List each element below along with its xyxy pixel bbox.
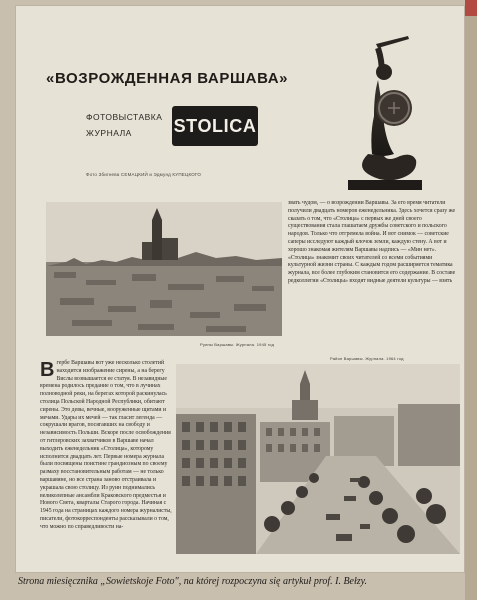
- page-edge: [465, 0, 477, 600]
- page-footer-caption: Strona miesięcznika „Sowietskoje Foto", na której rozpoczyna się artykuł prof. I. Bełzy.: [18, 576, 368, 587]
- article-title: «ВОЗРОЖДЕННАЯ ВАРШАВА»: [46, 70, 289, 87]
- stolica-logo: STOLICA: [172, 106, 258, 146]
- bookmark-tab: [465, 0, 477, 16]
- mermaid-statue-photo: [338, 34, 432, 190]
- city-photo: [176, 364, 460, 554]
- subtitle-line-1: ФОТОВЫСТАВКА: [86, 112, 163, 122]
- left-column-text: [40, 360, 172, 532]
- ruins-caption: Руины Варшавы. Журнала. 1945 год: [200, 342, 275, 347]
- drop-cap: В: [40, 359, 55, 381]
- ruins-photo: [46, 202, 282, 336]
- city-caption: Район Варшавы. Журнала. 1964 год: [330, 356, 404, 361]
- subtitle-line-2: ЖУРНАЛА: [86, 128, 132, 138]
- left-column-body: гербе Варшавы вот уже несколько столетий находится изображение сирены, а на берегу Вислы возвышается ее статуя. В незавидные времена родилось предание о том, что в лучинах полноводной реки, на берегах которой раскинулась столица Польской Народной Республики, обитают сирены. Это девы, вечные, вооруженные щитами и мечами. Удары их мечей — так гласит легенда — сокрушали врагов, посягавших на свободу и независимость Польши. Вскоре после освобождения от гитлеровских захватчиков в Варшаве начал выходить еженедельник «Столица», которому исполнится двадцать лет. Первые номера журнала были посвящены поистине грандиозным по своему размаху восстановительным работам — не только варшавяне, но все страна заново отстраивала и украшала свою столицу. Из руин поднимались великолепные ансамбли Краковского предместья и Нового Света, кварталы Старого города. Начиная с 1945 года на страницах каждого номера журналисты, писатели, фотокорреспонденты рассказывали о том, что можно по справедливости на-: [40, 360, 172, 530]
- right-column-text: звать чудом, — о возрождении Варшавы. За его время читатели получили двадцать номеров еженедельника. Здесь хочется сразу же сказать о том, что «Столица» с первых же дней своего существования стала глашатаем дружбы советского и польского народов. Только что отгремела война. И вот снимок — советские саперы исследуют каждый клочок земли, каждую стену. А вот и хорошо знакомая жителям Варшавы надпись — «Мин нет». «Столица» знакомит своих читателей со всеми событиями культурной жизни страны. С каждым годом расширяется тематика журнала, все более глубоким становится его содержание. В составе редколлегии «Столицы» входят видные деятели культуры — взять: [288, 200, 456, 284]
- photo-credit: Фото Збигнева СЕМАЦКИЙ и Эдмунд КУПЕЦКОГО: [86, 172, 202, 177]
